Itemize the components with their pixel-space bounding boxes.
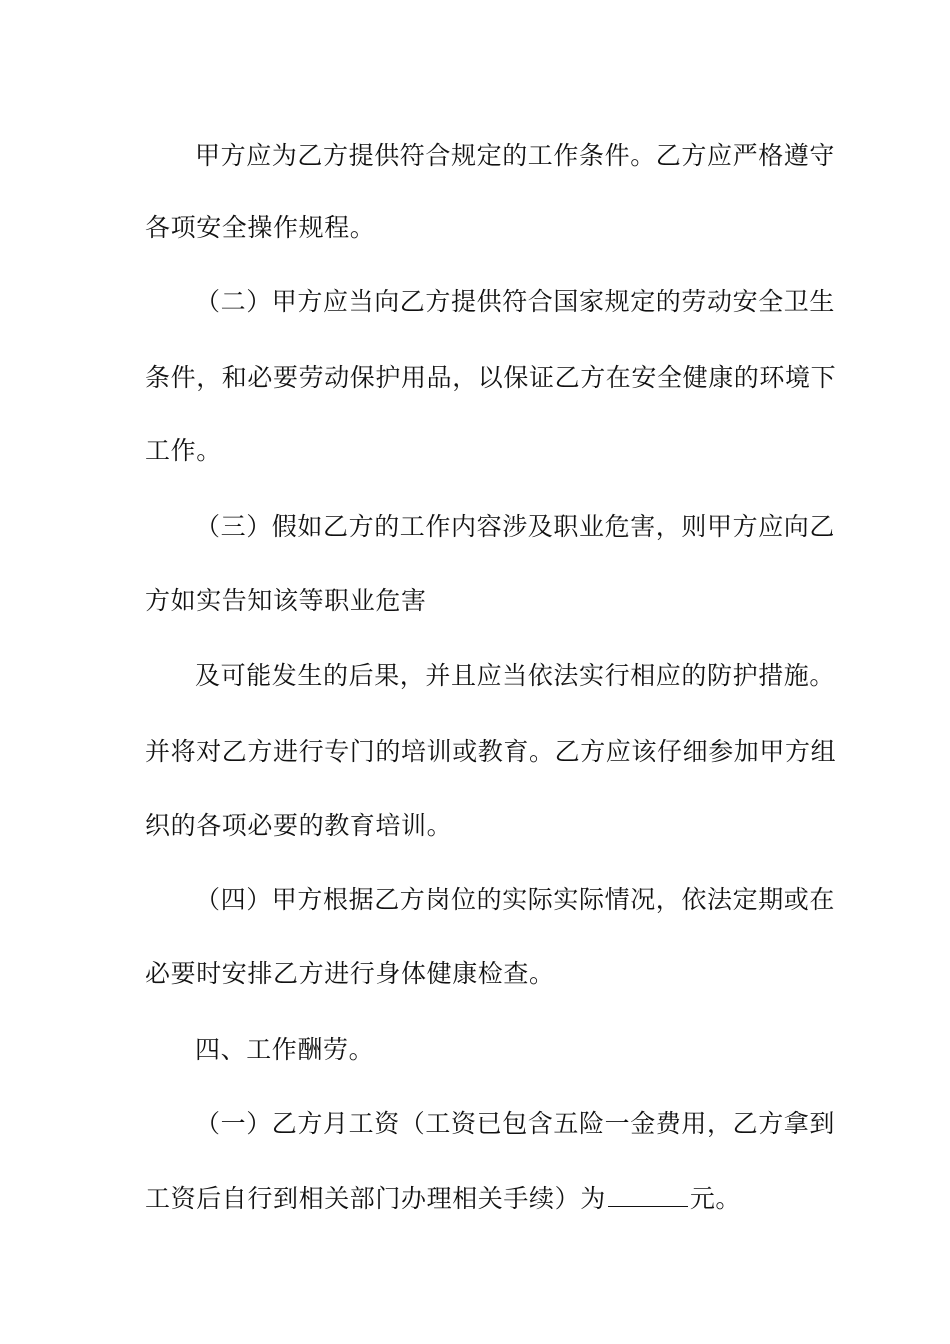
text-line: 及可能发生的后果，并且应当依法实行相应的防护措施。 [195,661,836,690]
text-line: 织的各项必要的教育培训。 [145,811,453,840]
text-line: （二）甲方应当向乙方提供符合国家规定的劳动安全卫生 [195,287,836,316]
amount-blank [608,1180,688,1207]
text-line: （一）乙方月工资（工资已包含五险一金费用，乙方拿到 [195,1109,836,1138]
text-line: 必要时安排乙方进行身体健康检查。 [145,959,555,988]
section-heading: 四、工作酬劳。 [195,1035,375,1064]
text-line-with-blank [145,1179,805,1219]
text-segment: 工资后自行到相关部门办理相关手续）为 [145,1184,606,1213]
text-line: 甲方应为乙方提供符合规定的工作条件。乙方应严格遵守 [195,141,836,170]
text-line: 方如实告知该等职业危害 [145,586,427,615]
text-line: 条件，和必要劳动保护用品，以保证乙方在安全健康的环境下 [145,363,837,392]
text-line: （四）甲方根据乙方岗位的实际实际情况，依法定期或在 [195,885,836,914]
text-segment: 元。 [689,1184,742,1213]
text-line: 工作。 [145,436,222,465]
text-line: （三）假如乙方的工作内容涉及职业危害，则甲方应向乙 [195,512,836,541]
text-line: 各项安全操作规程。 [145,213,376,242]
text-line: 并将对乙方进行专门的培训或教育。乙方应该仔细参加甲方组 [145,737,837,766]
